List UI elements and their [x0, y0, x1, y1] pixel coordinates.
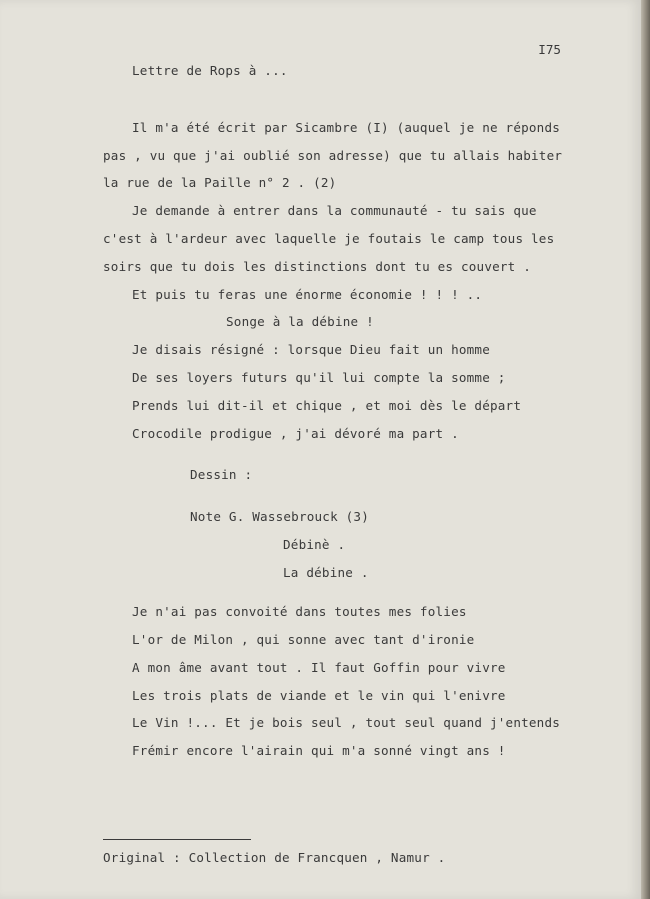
note-line: Note G. Wassebrouck (3) [190, 509, 369, 524]
debine-line: Débinè . [283, 537, 346, 552]
paragraph-line: soirs que tu dois les distinctions dont tu es couvert . [103, 259, 532, 274]
letter-heading: Lettre de Rops à ... [132, 63, 288, 78]
debine-line: La débine . [283, 565, 369, 580]
poem-line: L'or de Milon , qui sonne avec tant d'ironie [132, 632, 475, 647]
paragraph-line: pas , vu que j'ai oublié son adresse) que tu allais habiter [103, 148, 563, 163]
paragraph-line: la rue de la Paille n° 2 . (2) [103, 175, 337, 190]
paragraph-line: Et puis tu feras une énorme économie ! ! ! .. [132, 287, 483, 302]
poem-line: Je disais résigné : lorsque Dieu fait un homme [132, 342, 490, 357]
paragraph-line: Il m'a été écrit par Sicambre (I) (auquel je ne réponds [132, 120, 561, 135]
paragraph-line: Je demande à entrer dans la communauté - tu sais que [132, 203, 537, 218]
poem-line: Je n'ai pas convoité dans toutes mes folies [132, 604, 467, 619]
poem-line: A mon âme avant tout . Il faut Goffin pour vivre [132, 660, 506, 675]
footnote-rule [103, 839, 251, 840]
poem-line: Les trois plats de viande et le vin qui l'enivre [132, 688, 506, 703]
paragraph-line: c'est à l'ardeur avec laquelle je foutais le camp tous les [103, 231, 555, 246]
poem-line: Le Vin !... Et je bois seul , tout seul quand j'entends [132, 715, 561, 730]
poem-line: Frémir encore l'airain qui m'a sonné vingt ans ! [132, 743, 506, 758]
poem-line: Crocodile prodigue , j'ai dévoré ma part . [132, 426, 459, 441]
poem-line: Prends lui dit-il et chique , et moi dès le départ [132, 398, 522, 413]
page-edge [641, 0, 650, 899]
poem-title: Songe à la débine ! [226, 314, 374, 329]
page-number: I75 [538, 42, 561, 57]
dessin-label: Dessin : [190, 467, 253, 482]
poem-line: De ses loyers futurs qu'il lui compte la somme ; [132, 370, 506, 385]
footnote: Original : Collection de Francquen , Namur . [103, 850, 446, 865]
